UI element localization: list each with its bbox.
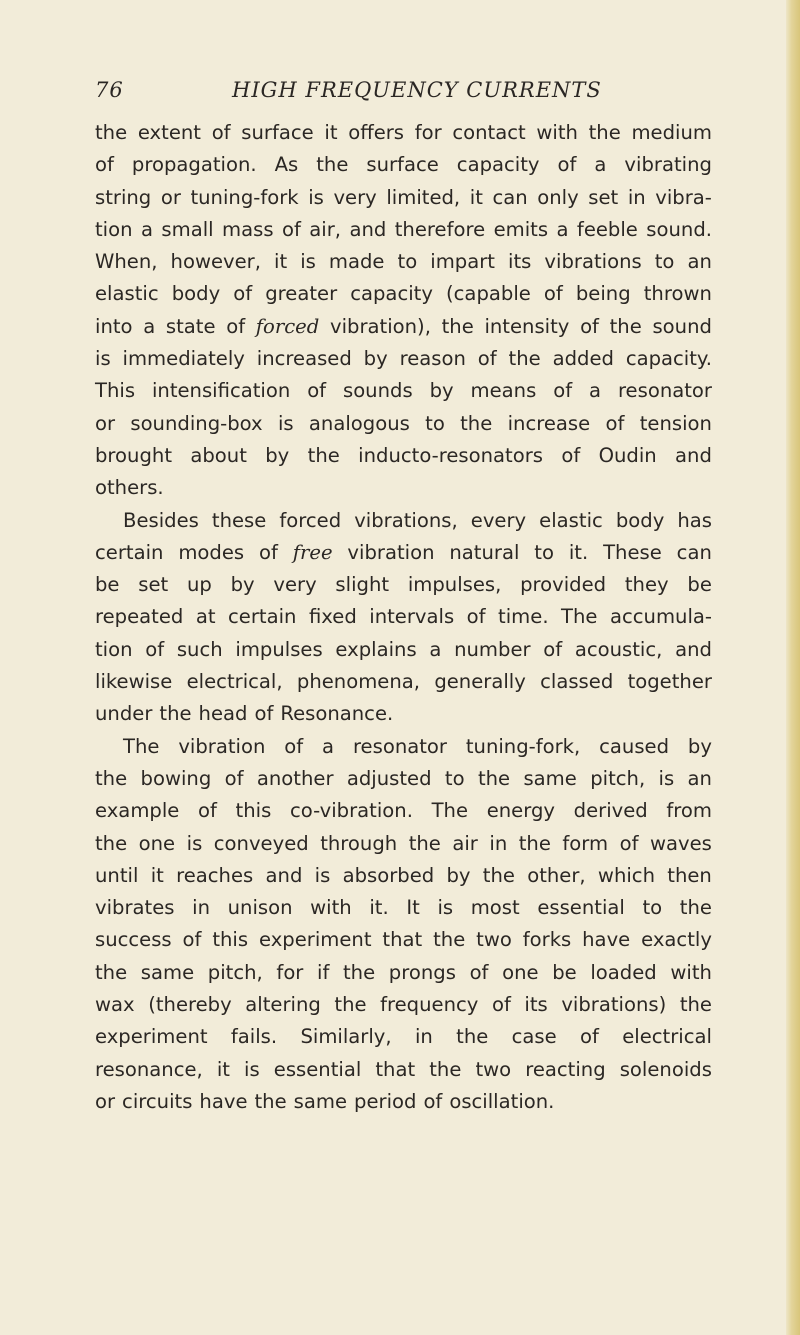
text-line: under the head of Resonance.: [95, 702, 394, 726]
text-line: others.: [95, 476, 164, 500]
page-edge: [786, 0, 800, 1335]
text-line-mixed: into a state of forced vibration), the intensity of the sound: [95, 311, 712, 343]
text-line: tion of such impulses explains a number of acoustic, and: [95, 637, 712, 661]
text-line: the bowing of another adjusted to the same pitch, is an: [95, 766, 712, 790]
text-line: likewise electrical, phenomena, generally classed together: [95, 670, 712, 694]
text-line: string or tuning-fork is very limited, it can only set in vibra-: [95, 185, 712, 209]
text-line: or sounding-box is analogous to the increase of tension: [95, 411, 712, 435]
text-line-mixed: certain modes of free vibration natural to it. These can: [95, 537, 712, 569]
text-line: This intensification of sounds by means of a resonator: [95, 379, 712, 403]
page-number: 76: [95, 78, 124, 102]
text-line: brought about by the inducto-resonators of Oudin and: [95, 443, 712, 467]
text-line: or circuits have the same period of oscillation.: [95, 1089, 555, 1113]
text-line: elastic body of greater capacity (capable of being thrown: [95, 282, 712, 306]
text-line: Besides these forced vibrations, every elastic body has: [123, 508, 712, 532]
italic-word: forced: [255, 314, 320, 338]
text-line: is immediately increased by reason of the added capacity.: [95, 347, 712, 371]
text-line: experiment fails. Similarly, in the case of electrical: [95, 1025, 712, 1049]
text-line: be set up by very slight impulses, provided they be: [95, 573, 712, 597]
text-line: resonance, it is essential that the two reacting solenoids: [95, 1057, 712, 1081]
text-line: The vibration of a resonator tuning-fork, caused by: [123, 734, 712, 758]
text-line: until it reaches and is absorbed by the other, which then: [95, 863, 712, 887]
text-line: of propagation. As the surface capacity of a vibrating: [95, 153, 712, 177]
text-line: wax (thereby altering the frequency of its vibrations) the: [95, 993, 712, 1017]
page-header: [95, 74, 715, 106]
text-line: the extent of surface it offers for contact with the medium: [95, 121, 712, 144]
text-line: the one is conveyed through the air in the form of waves: [95, 831, 712, 855]
text-line: vibrates in unison with it. It is most essential to the: [95, 896, 712, 920]
text-line: When, however, it is made to impart its vibrations to an: [95, 250, 712, 274]
text-line: example of this co-vibration. The energy derived from: [95, 799, 712, 823]
running-head: HIGH FREQUENCY CURRENTS: [232, 78, 602, 102]
text-line: success of this experiment that the two forks have exactly: [95, 928, 712, 952]
body-text: [95, 117, 712, 1118]
italic-word: free: [292, 540, 333, 564]
text-line: tion a small mass of air, and therefore emits a feeble sound.: [95, 217, 712, 241]
text-line: repeated at certain fixed intervals of time. The accumula-: [95, 605, 712, 629]
text-line: the same pitch, for if the prongs of one be loaded with: [95, 960, 712, 984]
